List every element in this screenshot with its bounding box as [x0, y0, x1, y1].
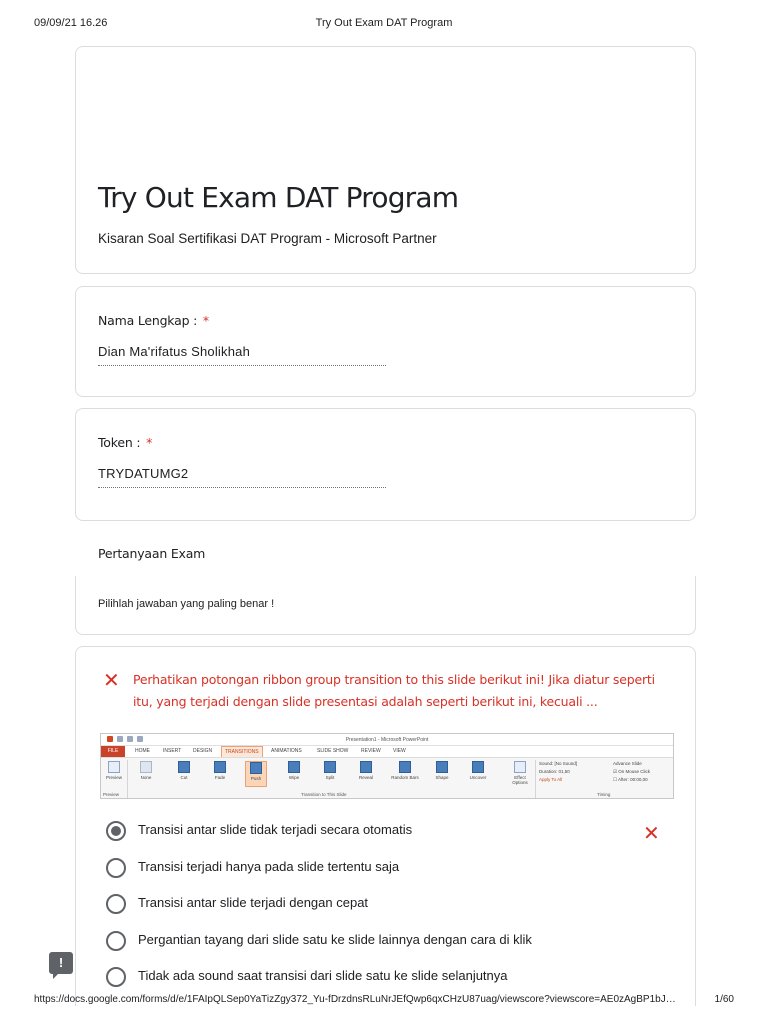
option-label: Pergantian tayang dari slide satu ke slide lainnya dengan cara di klik — [138, 932, 532, 947]
ribbon-transition-reveal: Reveal — [355, 761, 377, 787]
section-title: Pertanyaan Exam — [98, 546, 206, 561]
print-header — [0, 17, 768, 31]
option-label: Transisi antar slide tidak terjadi secara otomatis — [138, 822, 413, 837]
required-mark: * — [202, 313, 209, 328]
question-label: Token : * — [98, 435, 153, 450]
reveal-icon — [360, 761, 372, 773]
ribbon-tab-design: DESIGN — [193, 748, 213, 754]
fade-icon — [214, 761, 226, 773]
wipe-icon — [288, 761, 300, 773]
ribbon-window-title: Presentation1 - Microsoft PowerPoint — [345, 737, 429, 743]
ribbon-group-transition: Transition to This Slide — [301, 792, 347, 797]
answer-option[interactable] — [106, 891, 646, 915]
exam-question-card — [75, 646, 696, 1006]
effect-options-icon — [514, 761, 526, 773]
print-url: https://docs.google.com/forms/d/e/1FAIpQLSep0YaTizZgy372_Yu-fDrzdnsRLuNrJEfQwp6qxCHzU87uag/viewscore?viewscore=AE0zAgBP1bJ… — [34, 994, 676, 1005]
ribbon-preview-button: Preview — [103, 761, 125, 787]
option-label: Tidak ada sound saat transisi dari slide satu ke slide selanjutnya — [138, 968, 508, 983]
push-icon — [250, 762, 262, 774]
ribbon-timing-right: Advance Slide ☑ On Mouse Click ☐ After: 00:00,00 — [613, 761, 651, 782]
cut-icon — [178, 761, 190, 773]
exam-question-text: Perhatikan potongan ribbon group transition to this slide berikut ini! Jika diatur seperti itu, yang terjadi dengan slide presentasi adalah seperti berikut ini, kecuali ... — [133, 672, 655, 709]
option-label: Transisi terjadi hanya pada slide tertentu saja — [138, 859, 400, 874]
close-icon: ✕ — [643, 821, 660, 845]
ribbon-tab-slideshow: SLIDE SHOW — [317, 748, 349, 754]
ribbon-separator — [535, 760, 536, 798]
question-card-token — [75, 408, 696, 521]
ribbon-transition-shape: Shape — [431, 761, 453, 787]
answer-option[interactable] — [106, 855, 646, 879]
ribbon-timing-left: Sound: [No Sound] Duration: 01,50 Apply To All — [539, 761, 578, 782]
print-footer — [0, 994, 768, 1008]
question-card-name — [75, 286, 696, 397]
none-icon — [140, 761, 152, 773]
shape-icon — [436, 761, 448, 773]
ribbon-transition-fade: Fade — [209, 761, 231, 787]
section-description-card — [75, 576, 696, 635]
print-datetime: 09/09/21 16.26 — [34, 17, 108, 29]
ribbon-tab-file: FILE — [101, 746, 125, 757]
answer-option[interactable] — [106, 818, 646, 842]
ribbon-separator — [127, 760, 128, 798]
split-icon — [324, 761, 336, 773]
close-icon: ✕ — [103, 668, 120, 692]
ribbon-transition-wipe: Wipe — [283, 761, 305, 787]
answer-option[interactable] — [106, 964, 646, 988]
random-bars-icon — [399, 761, 411, 773]
radio-unselected[interactable] — [106, 967, 126, 987]
token-answer: TRYDATUMG2 — [98, 466, 386, 488]
ribbon-transition-uncover: Uncover — [467, 761, 489, 787]
radio-unselected[interactable] — [106, 858, 126, 878]
radio-unselected[interactable] — [106, 931, 126, 951]
ribbon-tab-view: VIEW — [393, 748, 406, 754]
ribbon-tab-transitions: TRANSITIONS — [221, 746, 263, 757]
print-page-title: Try Out Exam DAT Program — [315, 17, 453, 29]
ribbon-tab-insert: INSERT — [163, 748, 182, 754]
answer-option[interactable] — [106, 928, 646, 952]
ribbon-group-timing: Timing — [597, 792, 611, 797]
form-title-card — [75, 46, 696, 274]
radio-selected[interactable] — [106, 821, 126, 841]
ribbon-transition-split: Split — [319, 761, 341, 787]
ribbon-transition-none: None — [135, 761, 157, 787]
ribbon-transition-cut: Cut — [173, 761, 195, 787]
ribbon-tab-animations: ANIMATIONS — [271, 748, 302, 754]
radio-unselected[interactable] — [106, 894, 126, 914]
print-page-number: 1/60 — [714, 994, 734, 1005]
ribbon-tabs — [101, 746, 673, 757]
name-answer: Dian Ma'rifatus Sholikhah — [98, 344, 386, 366]
ribbon-tab-home: HOME — [135, 748, 150, 754]
required-mark: * — [146, 435, 153, 450]
ribbon-transition-random-bars: Random Bars — [391, 761, 419, 787]
uncover-icon — [472, 761, 484, 773]
header-banner — [76, 47, 695, 159]
ribbon-titlebar — [101, 734, 673, 746]
section-description: Pilihlah jawaban yang paling benar ! — [98, 598, 275, 610]
option-label: Transisi antar slide terjadi dengan cepat — [138, 895, 369, 910]
ribbon-body — [101, 757, 673, 799]
question-label: Nama Lengkap : * — [98, 313, 209, 328]
form-title: Try Out Exam DAT Program — [98, 181, 459, 214]
preview-icon — [108, 761, 120, 773]
ribbon-effect-options: Effect Options — [509, 761, 531, 787]
ribbon-tab-review: REVIEW — [361, 748, 381, 754]
form-description: Kisaran Soal Sertifikasi DAT Program - Microsoft Partner — [98, 231, 437, 246]
ribbon-group-preview: Preview — [103, 792, 120, 797]
feedback-icon[interactable]: ! — [49, 952, 73, 974]
ribbon-image — [100, 733, 674, 799]
ribbon-transition-push: Push — [245, 761, 267, 787]
